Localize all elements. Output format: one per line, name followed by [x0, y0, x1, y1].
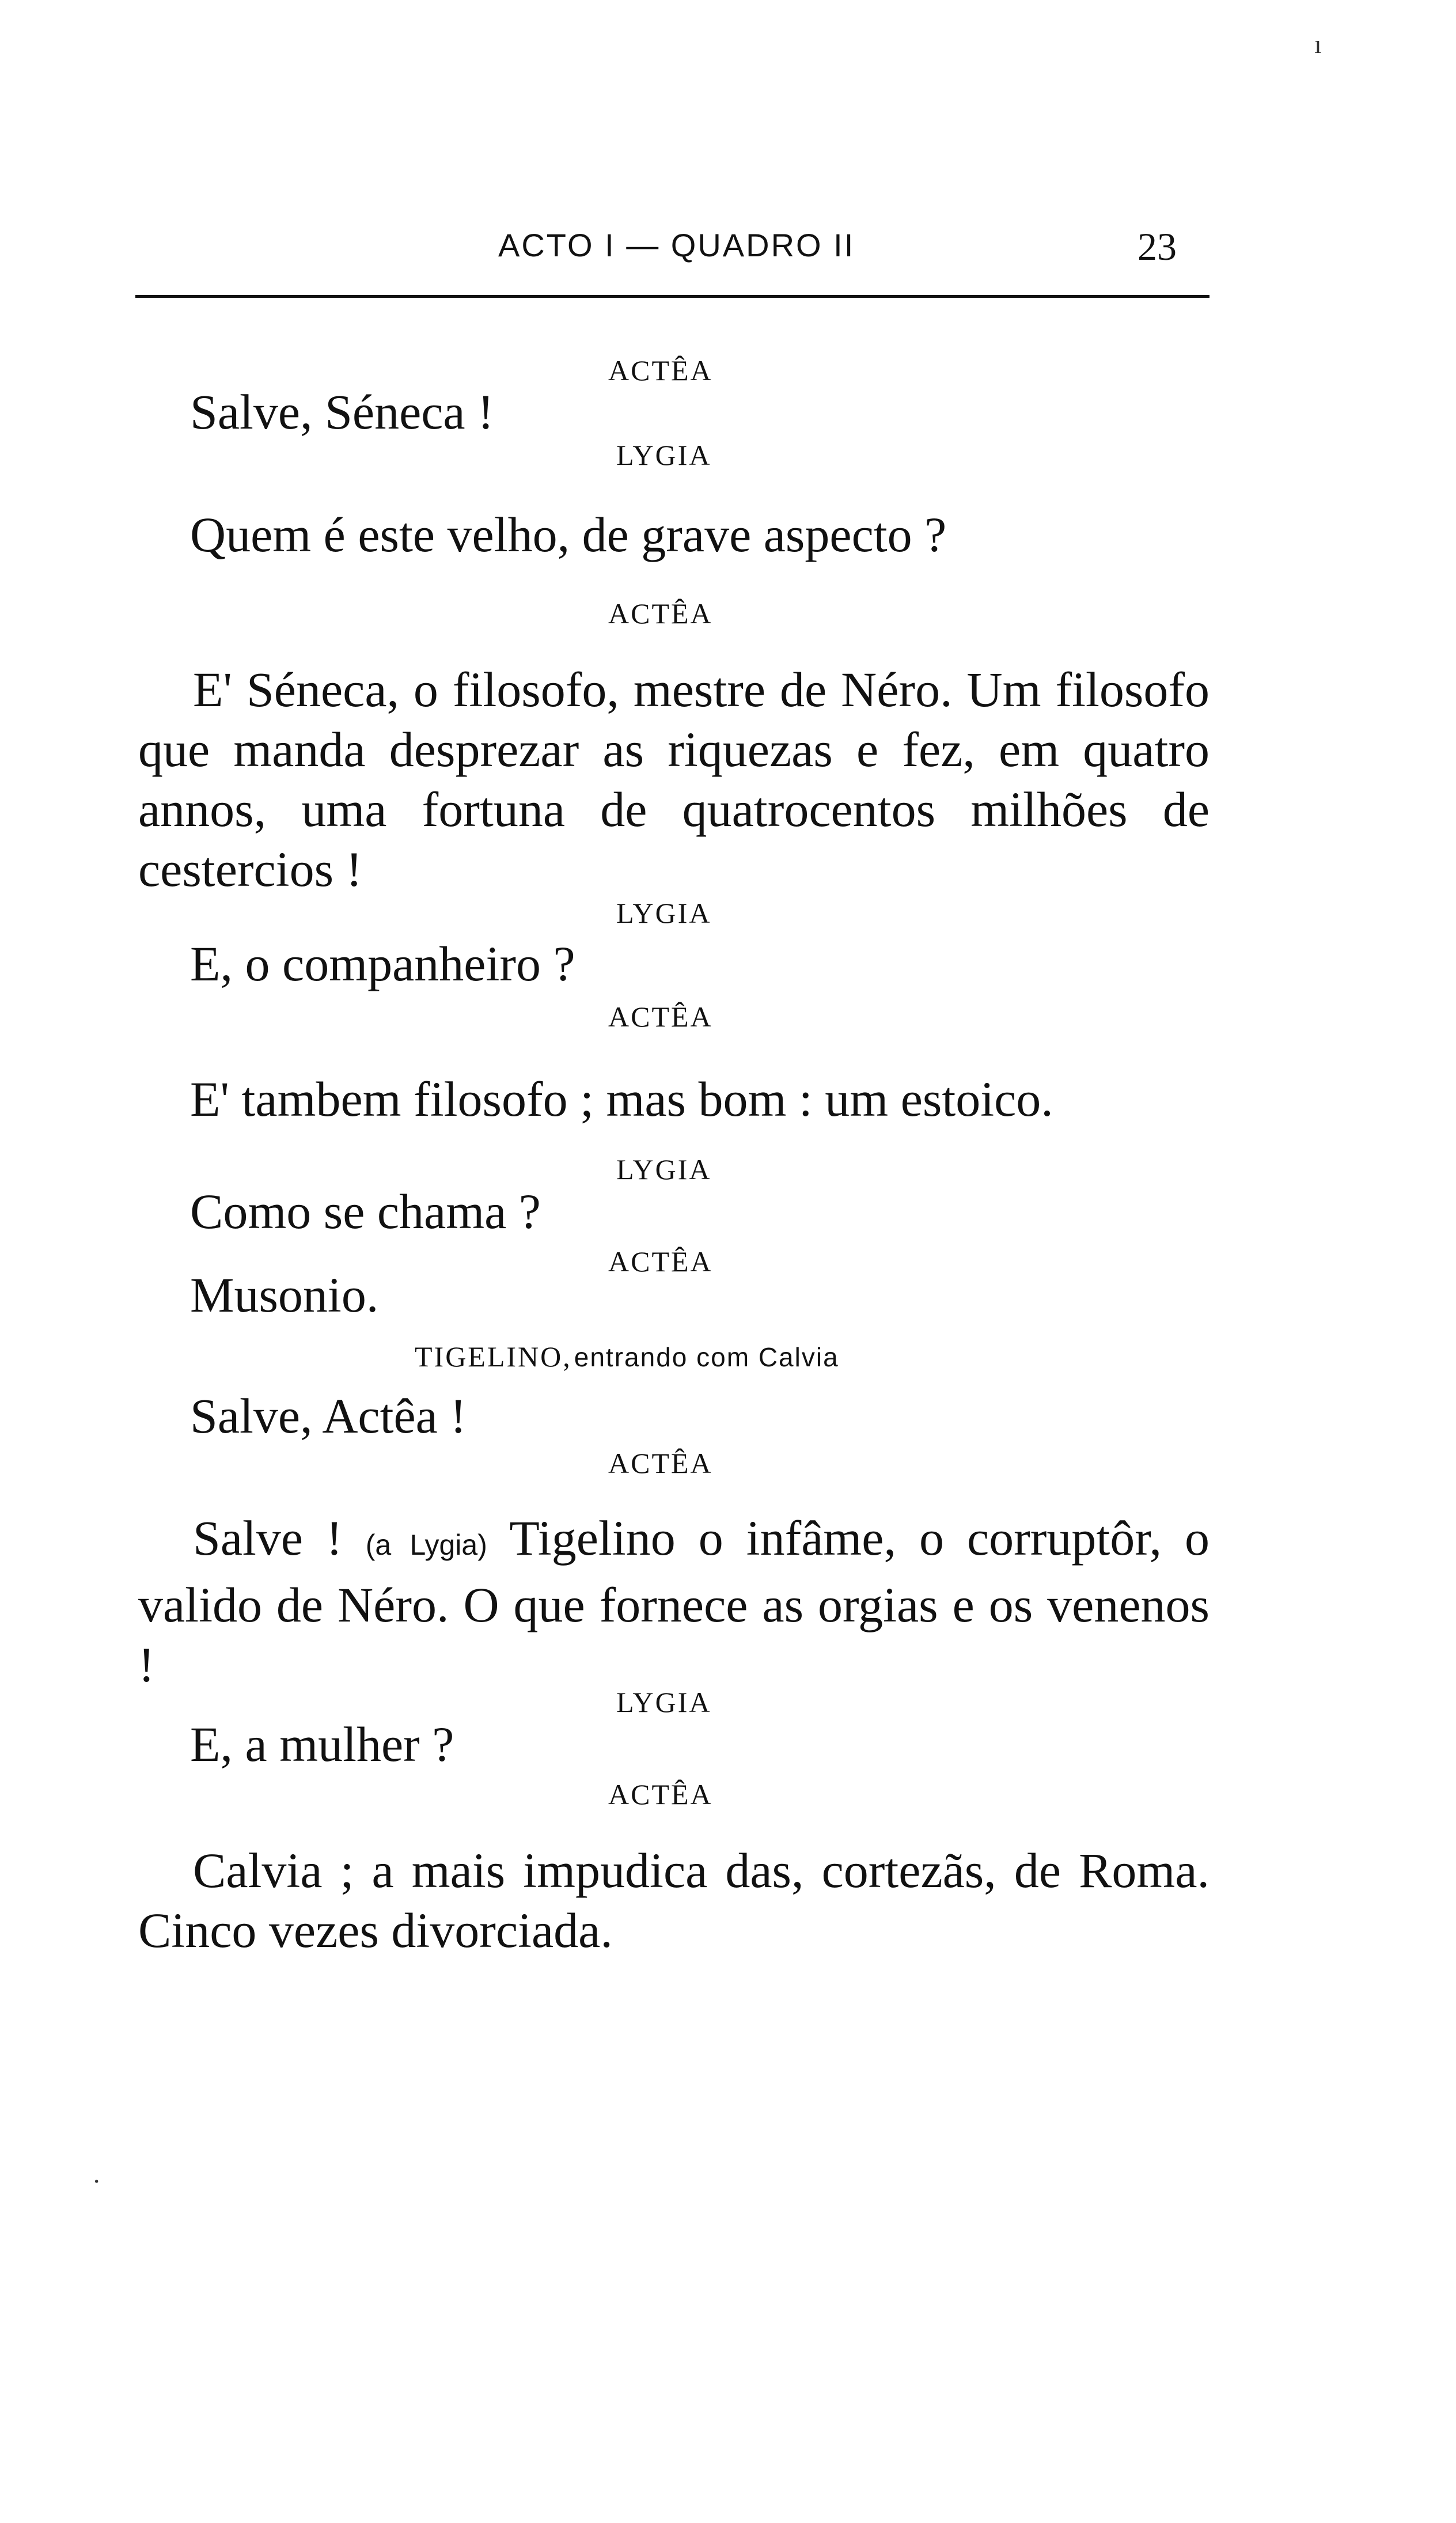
dialogue-line: Como se chama ? [190, 1184, 541, 1239]
speaker-label: ACTÊA [608, 1245, 713, 1278]
dialogue-paragraph: E' Séneca, o filosofo, mestre de Néro. Um filosofo que manda desprezar as riquezas e fez, em quatro annos, uma fortuna de quatrocentos milhões de cestercios ! [138, 662, 1209, 897]
speaker-label: LYGIA [616, 1686, 712, 1718]
dialogue-line: Salve, Séneca ! [190, 384, 494, 440]
speaker-label: ACTÊA [608, 597, 713, 630]
dialogue-line: E, o companheiro ? [190, 936, 575, 991]
speaker-label: ACTÊA [608, 1001, 713, 1033]
dialogue-text: Tigelino o infâme, o corruptôr, o valido de Néro. O que fornece as orgias e os venenos ! [138, 1510, 1210, 1692]
speaker-heading [415, 1342, 839, 1371]
stage-direction: (a Lygia) [365, 1529, 487, 1561]
dialogue-line: Musonio. [190, 1267, 379, 1323]
speaker-label: LYGIA [616, 1153, 712, 1185]
stray-mark: ı [1314, 29, 1322, 59]
speaker-label: ACTÊA [608, 354, 713, 387]
dialogue-line: Quem é este velho, de grave aspecto ? [190, 507, 947, 562]
speaker-label: ACTÊA [608, 1447, 713, 1479]
speaker-label: ACTÊA [608, 1778, 713, 1810]
header-rule [135, 295, 1209, 298]
speaker-label: TIGELINO, [415, 1340, 572, 1373]
dialogue-line: E' tambem filosofo ; mas bom : um estoico. [190, 1071, 1053, 1127]
dialogue-paragraph: Calvia ; a mais impudica das, cortezãs, de Roma. Cinco vezes divorciada. [138, 1843, 1209, 1958]
page-number: 23 [1138, 225, 1177, 268]
dialogue-line: E, a mulher ? [190, 1717, 454, 1772]
dialogue-text: Salve ! [193, 1510, 343, 1566]
speaker-label: LYGIA [616, 439, 712, 471]
dialogue-paragraph [138, 1508, 1209, 1695]
running-header: ACTO I — QUADRO II [498, 227, 855, 263]
stage-direction: entrando com Calvia [574, 1342, 839, 1372]
speaker-label: LYGIA [616, 897, 712, 929]
dialogue-line: Salve, Actêa ! [190, 1388, 467, 1444]
stray-mark: · [92, 2166, 101, 2196]
